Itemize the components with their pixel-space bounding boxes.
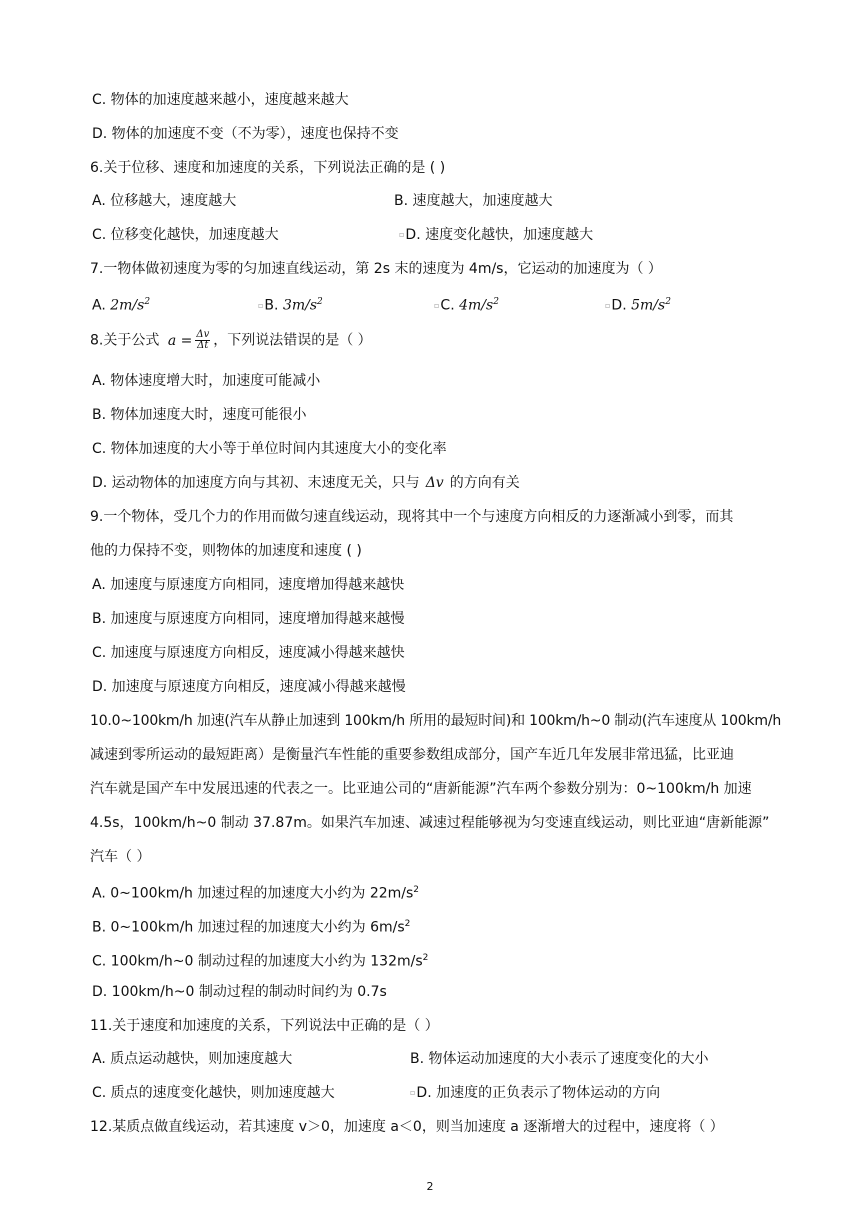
q10-option-a-text: A. 0~100km/h 加速过程的加速度大小约为 22m/s bbox=[92, 885, 414, 902]
q10-stem-line2: 减速到零所运动的最短距离）是衡量汽车性能的重要参数组成部分，国产车近几年发展非常迅猛，比亚迪 bbox=[90, 747, 734, 763]
q7-stem: 7.一物体做初速度为零的匀加速直线运动，第 2s 末的速度为 4m/s，它运动的加速度为（ ） bbox=[90, 261, 662, 277]
q8-formula-lhs: a = bbox=[167, 332, 193, 349]
q7-option-b-value: 3m/s bbox=[282, 297, 318, 314]
q10-stem-line1: 10.0~100km/h 加速(汽车从静止加速到 100km/h 所用的最短时间)和 100km/h~0 制动(汽车速度从 100km/h bbox=[90, 713, 782, 729]
page-number: 2 bbox=[426, 1180, 434, 1193]
q7-option-d bbox=[605, 292, 671, 316]
q7-option-c-exp: 2 bbox=[493, 297, 499, 307]
q11-option-d bbox=[410, 1083, 660, 1103]
q7-option-d-label: D. bbox=[611, 297, 632, 314]
q10-option-b-exp: 2 bbox=[404, 919, 411, 929]
q8-stem-suffix: ，下列说法错误的是（ ） bbox=[213, 332, 372, 349]
q10-option-a-exp: 2 bbox=[413, 885, 420, 895]
q11-option-c: C. 质点的速度变化越快，则加速度越大 bbox=[92, 1085, 335, 1101]
q8-option-c: C. 物体加速度的大小等于单位时间内其速度大小的变化率 bbox=[92, 441, 447, 457]
q8-option-a: A. 物体速度增大时，加速度可能减小 bbox=[92, 373, 321, 389]
q10-option-b bbox=[92, 914, 410, 938]
q7-option-d-exp: 2 bbox=[665, 297, 671, 307]
q8-stem-prefix: 8.关于公式 bbox=[90, 332, 160, 349]
q7-option-a-label: A. bbox=[92, 297, 111, 314]
option-marker-icon: ▫ bbox=[410, 1088, 416, 1097]
q9-option-c: C. 加速度与原速度方向相反，速度减小得越来越快 bbox=[92, 645, 405, 661]
q10-option-d: D. 100km/h~0 制动过程的制动时间约为 0.7s bbox=[92, 984, 387, 1000]
q6-option-b: B. 速度越大，加速度越大 bbox=[394, 193, 553, 209]
q8-stem bbox=[90, 330, 372, 351]
q10-option-c-text: C. 100km/h~0 制动过程的加速度大小约为 132m/s bbox=[92, 953, 423, 970]
q11-option-b: B. 物体运动加速度的大小表示了速度变化的大小 bbox=[410, 1051, 709, 1067]
q7-option-a bbox=[92, 292, 150, 316]
option-marker-icon: ▫ bbox=[258, 300, 264, 310]
q10-stem-line3: 汽车就是国产车中发展迅速的代表之一。比亚迪公司的“唐新能源”汽车两个参数分别为：0~100km/h 加速 bbox=[90, 781, 752, 797]
q9-option-a: A. 加速度与原速度方向相同，速度增加得越来越快 bbox=[92, 577, 405, 593]
q6-option-d bbox=[399, 225, 593, 245]
q6-option-c: C. 位移变化越快，加速度越大 bbox=[92, 227, 279, 243]
q7-option-c-label: C. bbox=[440, 297, 460, 314]
q8-formula-denominator: Δt bbox=[197, 340, 209, 351]
q12-stem: 12.某质点做直线运动，若其速度 v＞0，加速度 a＜0，则当加速度 a 逐渐增大的过程中，速度将（ ） bbox=[90, 1119, 724, 1135]
q9-stem-line1: 9.一个物体，受几个力的作用而做匀速直线运动，现将其中一个与速度方向相反的力逐渐减小到零，而其 bbox=[90, 509, 734, 525]
q7-option-b bbox=[258, 292, 323, 316]
q8-option-d-suffix: 的方向有关 bbox=[449, 475, 520, 491]
q7-option-a-exp: 2 bbox=[144, 297, 151, 307]
q9-option-d: D. 加速度与原速度方向相反，速度减小得越来越慢 bbox=[92, 679, 406, 695]
q6-option-d-text: D. 速度变化越快，加速度越大 bbox=[405, 227, 594, 243]
q8-formula-numerator: Δv bbox=[196, 329, 210, 340]
q10-option-c-exp: 2 bbox=[422, 953, 429, 963]
q7-option-b-label: B. bbox=[264, 297, 283, 314]
q7-option-b-exp: 2 bbox=[317, 297, 323, 307]
q6-option-a: A. 位移越大，速度越大 bbox=[92, 193, 237, 209]
option-marker-icon: ▫ bbox=[434, 300, 440, 310]
option-marker-icon: ▫ bbox=[399, 230, 405, 239]
q8-option-d-math: Δv bbox=[425, 475, 444, 491]
q7-option-d-value: 5m/s bbox=[631, 297, 666, 314]
q10-option-a bbox=[92, 880, 419, 904]
option-marker-icon: ▫ bbox=[605, 300, 611, 310]
q7-option-c-value: 4m/s bbox=[459, 297, 494, 314]
q8-option-d-prefix: D. 运动物体的加速度方向与其初、末速度无关，只与 bbox=[92, 475, 420, 491]
q9-option-b: B. 加速度与原速度方向相同，速度增加得越来越慢 bbox=[92, 611, 405, 627]
q9-stem-line2: 他的力保持不变，则物体的加速度和速度 ( ) bbox=[90, 543, 362, 559]
q10-option-c bbox=[92, 948, 428, 972]
q10-stem-line4: 4.5s，100km/h~0 制动 37.87m。如果汽车加速、减速过程能够视为匀变速直线运动，则比亚迪“唐新能源” bbox=[90, 815, 770, 831]
q7-option-c bbox=[434, 292, 499, 316]
q8-option-d bbox=[92, 473, 520, 493]
q6-stem: 6.关于位移、速度和加速度的关系，下列说法正确的是 ( ) bbox=[90, 160, 446, 176]
q11-option-d-text: D. 加速度的正负表示了物体运动的方向 bbox=[416, 1085, 661, 1101]
q8-option-b: B. 物体加速度大时，速度可能很小 bbox=[92, 407, 307, 423]
q8-formula-fraction bbox=[195, 330, 210, 351]
q5-option-c: C. 物体的加速度越来越小，速度越来越大 bbox=[92, 92, 349, 108]
q10-stem-line5: 汽车（ ） bbox=[90, 849, 151, 865]
q7-option-a-value: 2m/s bbox=[110, 297, 145, 314]
q11-stem: 11.关于速度和加速度的关系，下列说法中正确的是（ ） bbox=[90, 1018, 439, 1034]
q5-option-d: D. 物体的加速度不变（不为零），速度也保持不变 bbox=[92, 126, 399, 142]
q11-option-a: A. 质点运动越快，则加速度越大 bbox=[92, 1051, 293, 1067]
q10-option-b-text: B. 0~100km/h 加速过程的加速度大小约为 6m/s bbox=[92, 919, 405, 936]
